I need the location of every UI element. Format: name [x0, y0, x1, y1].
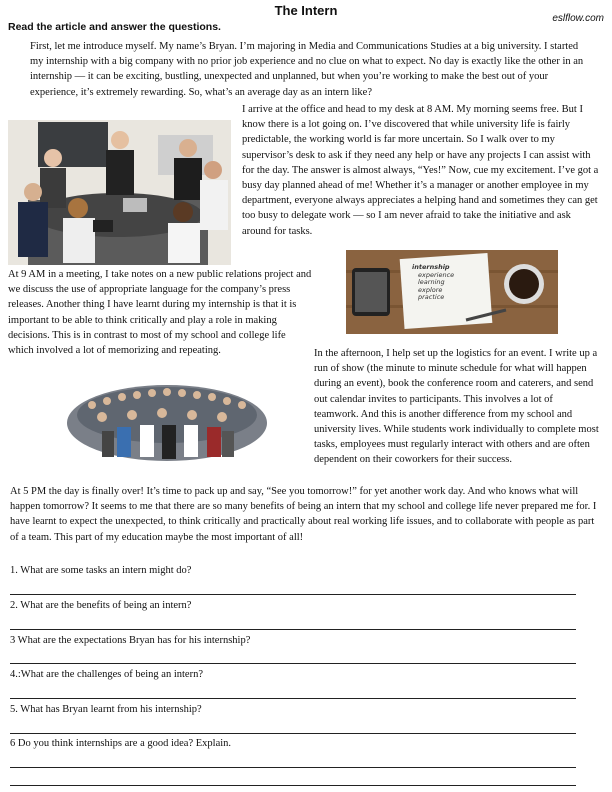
notebook-line: learning: [418, 278, 445, 286]
answer-line-3[interactable]: [10, 663, 576, 664]
question-6: 6 Do you think internships are a good idea? Explain.: [10, 738, 232, 749]
notebook-handwriting: [412, 264, 488, 302]
notebook-line: explore: [418, 285, 443, 294]
question-2: 2. What are the benefits of being an intern?: [10, 600, 192, 611]
notebook-line: internship: [412, 263, 450, 271]
paragraph-2: I arrive at the office and head to my desk at 8 AM. My morning seems free. But I know there is a lot going on. I’ve discovered that while university life is fairly predictable, the working world is far more uncertain. So I walk over to my supervisor’s desk to ask if they need any help or have any projects I can assist with for the day. The answer is almost always, “Yes!” Now, cue my excitement. I’ve got a busy day planned ahead of me! Whether it’s a manager or another employee in my department, everyone always appreciates a helping hand and sometimes they can get too busy to delegate work — so I am never afraid to take the initiative and ask around for tasks.: [242, 104, 599, 237]
answer-line-1[interactable]: [10, 594, 576, 595]
question-3: 3 What are the expectations Bryan has for his internship?: [10, 635, 251, 646]
paragraph-1: First, let me introduce myself. My name’s Bryan. I’m majoring in Media and Communications Studies at a big university. I started my internship with a big company with no prior job experience and no clue on what to expect. No day is exactly like the other in an internship — it can be exciting, bustling, unexpected and unplanned, but when you’re working to make the best out of your experience, it’s extremely rewarding. So, what’s an average day as an intern like?: [30, 41, 584, 98]
paragraph-4: In the afternoon, I help set up the logistics for an event. I write up a run of show (the minute to minute schedule for what will happen during an event), book the conference room and caterers, and send out calendar invites to participants. This involves a lot of teamwork. And this is another difference from my school and university lives. While students work individually to complete most tasks, employees must regularly interact with others and are often dependent on their coworkers for their success.: [314, 348, 599, 466]
notebook-line: practice: [418, 293, 445, 301]
paragraph-3: At 9 AM in a meeting, I take notes on a new public relations project and we discuss the use of appropriate language for the company’s press releases. Another thing I have learnt during my internship is that it is important to be able to think critically and play a role in making decisions. This is in contrast to most of my school and college life which involved a lot of memorizing and repeating.: [8, 269, 312, 357]
question-1: 1. What are some tasks an intern might do?: [10, 565, 192, 576]
answer-line-6a[interactable]: [10, 767, 576, 768]
notebook-line: experience: [418, 270, 455, 279]
answer-line-5[interactable]: [10, 733, 576, 734]
answer-line-6b[interactable]: [10, 785, 576, 786]
answer-line-2[interactable]: [10, 629, 576, 630]
question-5: 5. What has Bryan learnt from his internship?: [10, 704, 202, 715]
meeting-photo: [8, 120, 231, 265]
site-name: eslflow.com: [552, 13, 604, 24]
instructions: Read the article and answer the questions.: [8, 21, 221, 33]
question-4: 4.:What are the challenges of being an intern?: [10, 669, 203, 680]
answer-line-4[interactable]: [10, 698, 576, 699]
page-title: The Intern: [274, 3, 338, 18]
notebook-photo: [346, 250, 558, 334]
crowd-photo: [62, 375, 272, 473]
paragraph-5: At 5 PM the day is finally over! It’s time to pack up and say, “See you tomorrow!” for yet another work day. And who knows what will happen tomorrow? It seems to me that there are so many benefits of being an intern that my school and college life never prepared me for. I have learnt to expect the unexpected, to think critically and practically about real working life issues, and to collaborate with people as part of a team. This part of my education maybe the most important of all!: [10, 486, 597, 543]
